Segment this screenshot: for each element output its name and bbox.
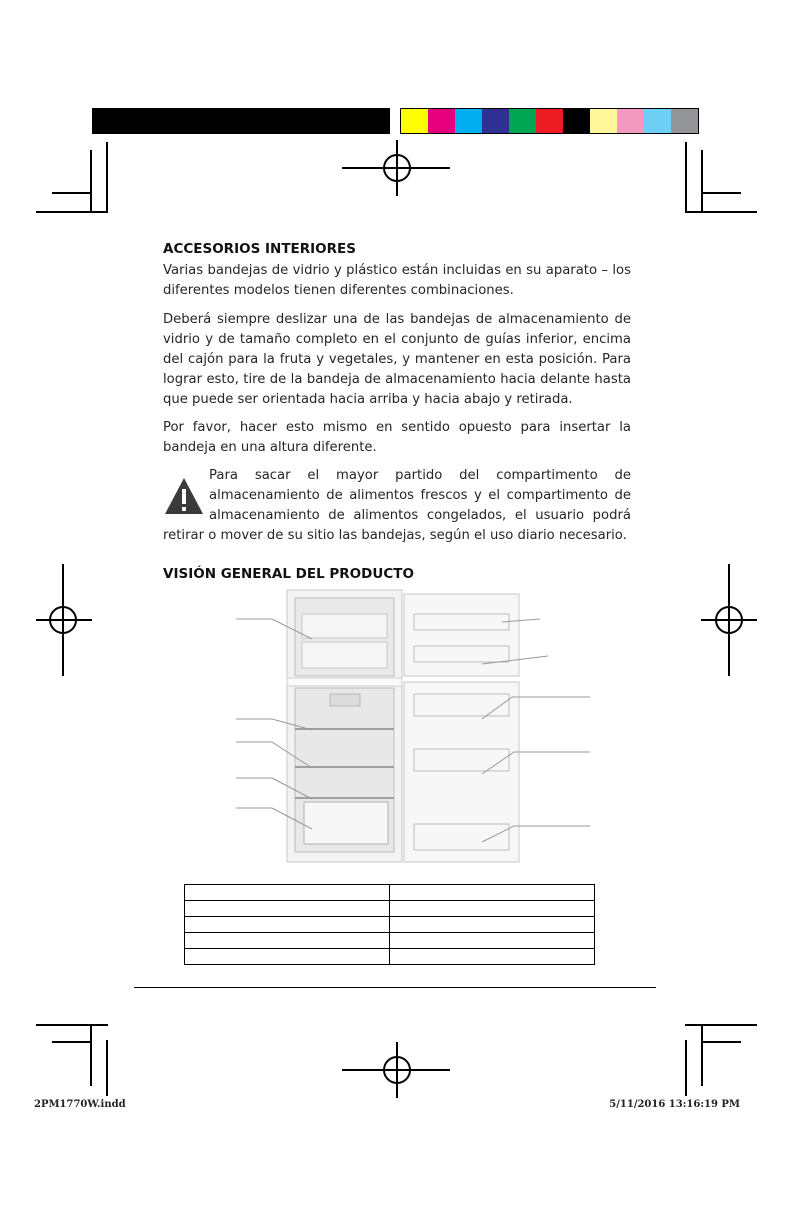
crop-mark: [36, 211, 108, 213]
crop-mark: [106, 1040, 108, 1096]
color-swatch: [428, 109, 455, 133]
registration-mark: [383, 154, 411, 182]
table-cell: [390, 901, 595, 917]
crop-mark: [685, 211, 757, 213]
color-swatch: [644, 109, 671, 133]
table-row: [185, 949, 595, 965]
paragraph: Deberá siempre deslizar una de las bandejas de almacenamiento de vidrio y de tamaño completo en el conjunto de guías inferior, encima del cajón para la fruta y vegetales, y mantener en esta posición. Para lograr esto, tire de la bandeja de almacenamiento hacia delante hasta que puede ser orientada hacia arriba y hacia abajo y retirada.: [163, 312, 631, 407]
registration-mark: [715, 606, 743, 634]
table-cell: [390, 949, 595, 965]
crop-mark: [701, 192, 741, 194]
table-cell: [185, 917, 390, 933]
table-cell: [185, 901, 390, 917]
parts-table: [184, 884, 595, 965]
color-calibration-bar: [400, 108, 699, 134]
table-cell: [185, 949, 390, 965]
crop-mark: [701, 1041, 741, 1043]
color-swatch: [563, 109, 590, 133]
file-name: 2PM1770W.indd: [34, 1099, 126, 1110]
section-heading: ACCESORIOS INTERIORES: [163, 241, 356, 257]
crop-mark: [90, 1024, 92, 1086]
crop-mark: [52, 1041, 92, 1043]
section-heading: VISIÓN GENERAL DEL PRODUCTO: [163, 566, 414, 582]
color-swatch: [590, 109, 617, 133]
registration-mark: [383, 1056, 411, 1084]
crop-mark: [106, 142, 108, 212]
color-swatch: [617, 109, 644, 133]
table-cell: [185, 885, 390, 901]
warning-paragraph: [163, 466, 631, 546]
warning-triangle-icon: [163, 468, 205, 524]
color-swatch: [455, 109, 482, 133]
table-row: [185, 901, 595, 917]
color-swatch: [536, 109, 563, 133]
paragraph: Varias bandejas de vidrio y plástico están incluidas en su aparato – los diferentes modelos tienen diferentes combinaciones.: [163, 263, 631, 298]
color-swatch: [401, 109, 428, 133]
color-swatch: [509, 109, 536, 133]
crop-mark: [701, 1024, 703, 1086]
table-cell: [390, 933, 595, 949]
table-cell: [390, 885, 595, 901]
color-swatch: [671, 109, 698, 133]
page-rule: [134, 987, 656, 988]
print-timestamp: 5/11/2016 13:16:19 PM: [609, 1099, 740, 1110]
warning-text: Para sacar el mayor partido del compartimento de almacenamiento de alimentos frescos y el compartimento de almacenamiento de alimentos congelados, el usuario podrá retirar o mover de su sitio las bandejas, según el uso diario necesario.: [163, 468, 631, 543]
crop-mark: [701, 150, 703, 212]
crop-mark: [685, 1040, 687, 1096]
table-cell: [390, 917, 595, 933]
table-row: [185, 933, 595, 949]
color-swatch: [482, 109, 509, 133]
registration-black-bar: [92, 108, 390, 134]
crop-mark: [685, 142, 687, 212]
crop-mark: [52, 192, 92, 194]
crop-mark: [36, 1024, 108, 1026]
table-row: [185, 885, 595, 901]
crop-mark: [685, 1024, 757, 1026]
refrigerator-illustration: [232, 584, 594, 874]
crop-mark: [90, 150, 92, 212]
paragraph: Por favor, hacer esto mismo en sentido opuesto para insertar la bandeja en una altura diferente.: [163, 420, 631, 455]
registration-mark: [49, 606, 77, 634]
table-cell: [185, 933, 390, 949]
table-row: [185, 917, 595, 933]
